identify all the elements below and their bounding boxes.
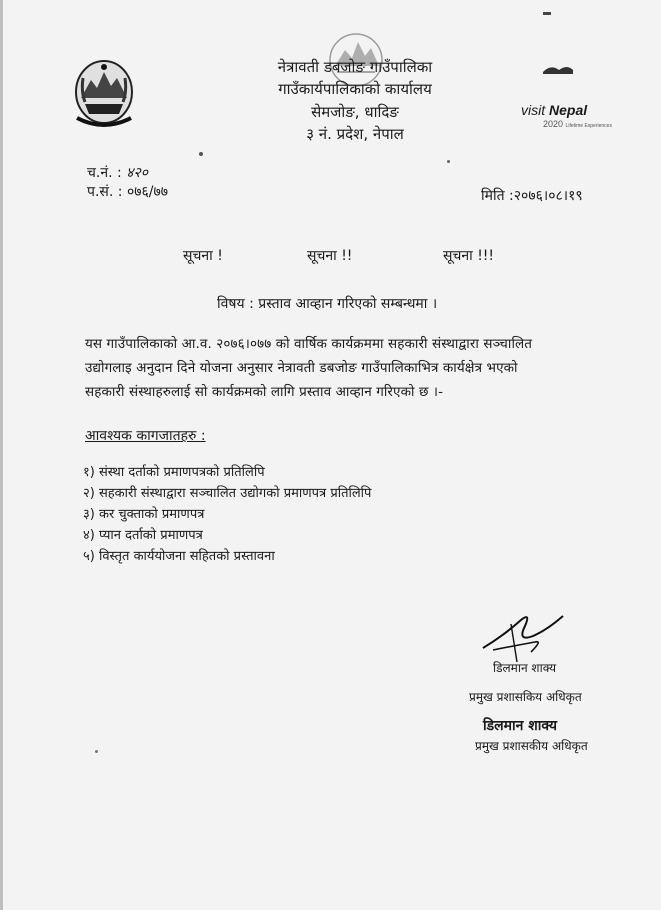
body-line: सहकारी संस्थाहरुलाई सो कार्यक्रमको लागि प्रस्ताव आव्हान गरिएको छ ।- [85,384,444,400]
body-line: यस गाउँपालिकाको आ.व. २०७६।०७७ को वार्षिक कार्यक्रममा सहकारी संस्थाद्वारा सञ्चालित [85,336,532,352]
requirements-heading: आवश्यक कागजातहरु : [85,428,206,444]
office-type: गाउँकार्यपालिकाको कार्यालय [278,80,432,98]
list-item: ५) विस्तृत कार्ययोजना सहितको प्रस्तावना [83,549,275,564]
body-paragraph [85,332,615,404]
list-item: ४) प्यान दर्ताको प्रमाणपत्र [83,528,203,543]
patra-sankhya [87,182,168,201]
office-name: नेत्रावती डबजोङ गाउँपालिका [277,58,433,76]
chalani-value: ४२० [126,165,149,181]
visit-nepal-mountain-icon [541,62,575,78]
scan-speck [447,160,450,163]
requirements-list [83,462,371,567]
scan-speck [543,12,551,15]
visit-nepal-year-row [543,119,612,129]
nepal-emblem-icon [73,58,135,130]
chalani-number [87,163,148,182]
stamp-name: डिलमान शाक्य [483,718,558,734]
letter-date [481,186,583,205]
office-location: सेमजोङ, धादिङ [311,103,399,121]
notice-2: सूचना !! [307,248,353,264]
visit-nepal-year: 2020 [543,119,564,129]
patra-label: प.सं. : [87,184,123,200]
visit-nepal-tagline: Lifetime Experiences [565,123,612,129]
list-item: ३) कर चुक्ताको प्रमाणपत्र [83,507,205,522]
list-item: २) सहकारी संस्थाद्वारा सञ्चालित उद्योगको प्रमाणपत्र प्रतिलिपि [83,486,372,501]
visit-nepal-logo [521,102,587,118]
scan-speck [95,750,98,753]
visit-text: visit [521,102,546,118]
signatory-title: प्रमुख प्रशासकिय अधिकृत [469,690,582,704]
nepal-text: Nepal [549,102,588,118]
list-item: १) संस्था दर्ताको प्रमाणपत्रको प्रतिलिपि [83,465,265,480]
stamp-title: प्रमुख प्रशासकीय अधिकृत [475,739,588,753]
date-label: मिति : [481,188,514,204]
scan-speck [199,152,203,156]
signature-mark [473,606,573,666]
notice-1: सूचना ! [183,248,223,264]
body-line: उद्योगलाइ अनुदान दिने योजना अनुसार नेत्रावती डबजोङ गाउँपालिकाभित्र कार्यक्षेत्र भएको [85,360,518,376]
patra-value: ०७६/७७ [126,184,169,200]
notice-3: सूचना !!! [443,248,495,264]
date-value: २०७६।०८।१९ [513,188,583,204]
signatory-name: डिलमान शाक्य [493,661,557,675]
office-province: ३ नं. प्रदेश, नेपाल [306,125,404,143]
chalani-label: च.नं. : [87,165,122,181]
subject-line: विषय : प्रस्ताव आव्हान गरिएको सम्बन्धमा । [217,296,438,312]
